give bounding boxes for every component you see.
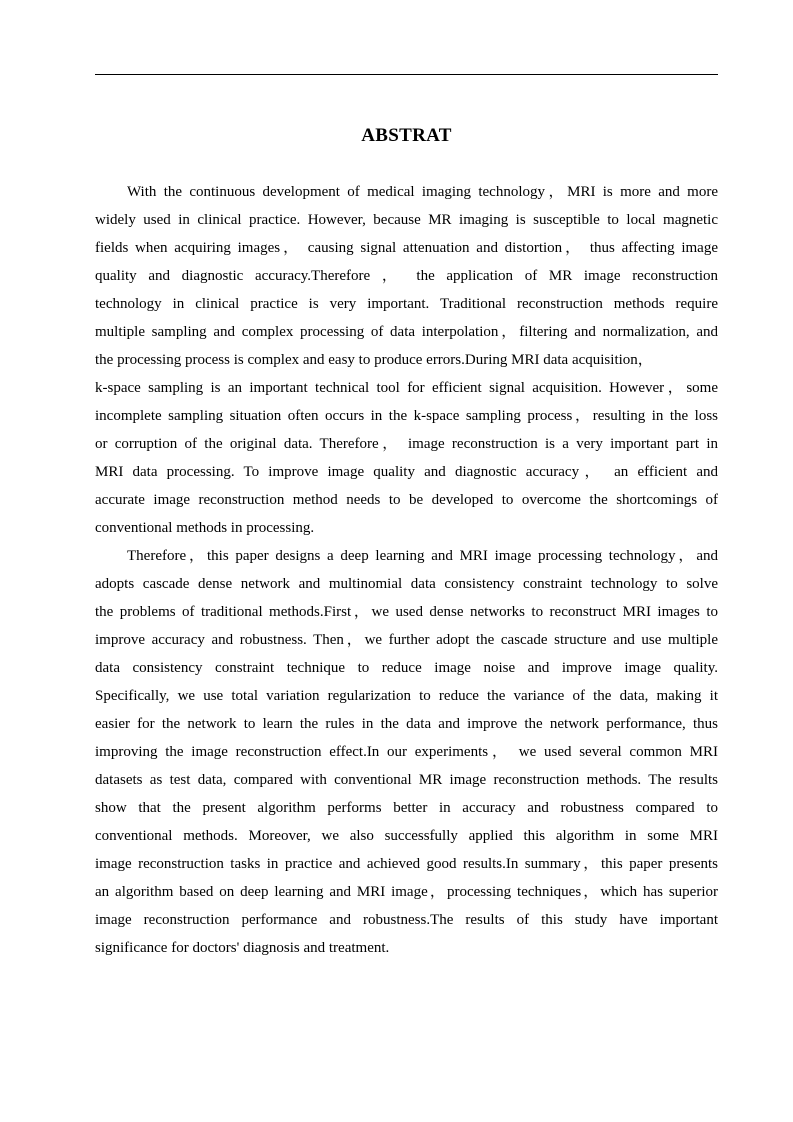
text-line: the processing process is complex and easy to produce errors.During MRI data acquisition， bbox=[95, 352, 653, 368]
abstract-paragraph-1 bbox=[95, 178, 718, 542]
header-rule bbox=[95, 74, 718, 75]
text-line: improving the image reconstruction effect.In our experiments， we used several common MRI bbox=[95, 744, 718, 760]
text-line: MRI data processing. To improve image quality and diagnostic accuracy， an efficient and bbox=[95, 464, 718, 480]
text-line: datasets as test data, compared with conventional MR image reconstruction methods. The results bbox=[95, 772, 718, 788]
page-title: ABSTRAT bbox=[361, 125, 452, 146]
text-line: image reconstruction tasks in practice and achieved good results.In summary，this paper presents bbox=[95, 856, 718, 872]
text-line: the problems of traditional methods.First，we used dense networks to reconstruct MRI images to bbox=[95, 604, 718, 620]
text-line: show that the present algorithm performs better in accuracy and robustness compared to bbox=[95, 800, 718, 816]
text-line: image reconstruction performance and robustness.The results of this study have important bbox=[95, 912, 718, 928]
text-line: data consistency constraint technique to reduce image noise and improve image quality. bbox=[95, 660, 718, 676]
text-line: adopts cascade dense network and multinomial data consistency constraint technology to solve bbox=[95, 576, 718, 592]
text-line: or corruption of the original data. Therefore， image reconstruction is a very important part in bbox=[95, 436, 718, 452]
text-line: Therefore，this paper designs a deep learning and MRI image processing technology，and bbox=[127, 548, 718, 564]
text-line: significance for doctors' diagnosis and treatment. bbox=[95, 940, 390, 956]
text-line: multiple sampling and complex processing of data interpolation，filtering and normalization, and bbox=[95, 324, 718, 340]
text-line: conventional methods. Moreover, we also successfully applied this algorithm in some MRI bbox=[95, 828, 718, 844]
text-line: Specifically, we use total variation regularization to reduce the variance of the data, making it bbox=[95, 688, 718, 704]
text-line: accurate image reconstruction method needs to be developed to overcome the shortcomings of bbox=[95, 492, 718, 508]
text-line: conventional methods in processing. bbox=[95, 520, 315, 536]
text-line: k-space sampling is an important technical tool for efficient signal acquisition. However，some bbox=[95, 380, 718, 396]
text-line: improve accuracy and robustness. Then，we further adopt the cascade structure and use multiple bbox=[95, 632, 718, 648]
text-line: With the continuous development of medical imaging technology，MRI is more and more bbox=[127, 184, 718, 200]
abstract-paragraph-2 bbox=[95, 542, 718, 962]
text-line: easier for the network to learn the rules in the data and improve the network performance, thus bbox=[95, 716, 718, 732]
text-line: incomplete sampling situation often occurs in the k-space sampling process，resulting in the loss bbox=[95, 408, 718, 424]
text-line: quality and diagnostic accuracy.Therefore ， the application of MR image reconstruction bbox=[95, 268, 718, 284]
text-line: fields when acquiring images， causing signal attenuation and distortion， thus affecting image bbox=[95, 240, 718, 256]
text-line: an algorithm based on deep learning and MRI image，processing techniques，which has superior bbox=[95, 884, 718, 900]
text-line: technology in clinical practice is very important. Traditional reconstruction methods require bbox=[95, 296, 718, 312]
abstract-body bbox=[95, 178, 718, 962]
text-line: widely used in clinical practice. However, because MR imaging is susceptible to local magnetic bbox=[95, 212, 718, 228]
